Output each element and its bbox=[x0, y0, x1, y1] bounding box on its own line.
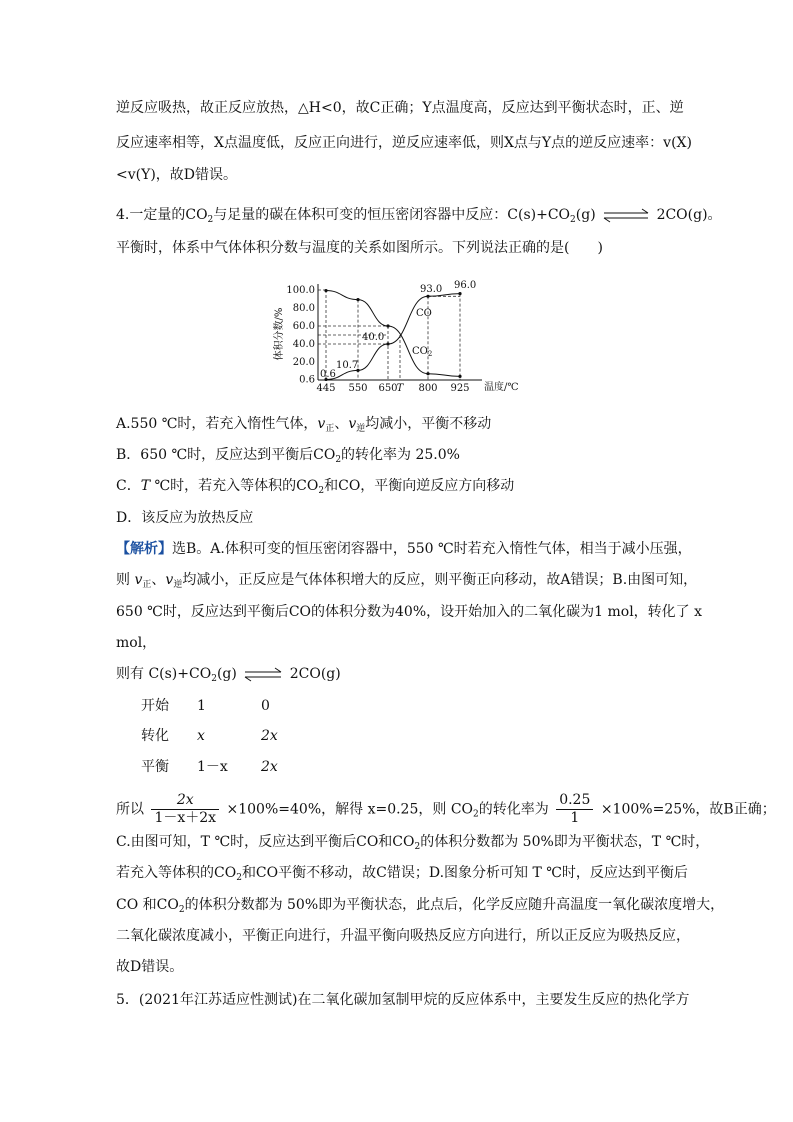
data-point bbox=[386, 342, 389, 345]
text-line: 反应速率相等，X点温度低，反应正向进行，逆反应速率低，则X点与Y点的逆反应速率：v(X) bbox=[116, 135, 692, 151]
question-4-stem-line1: 4.一定量的$CO_2$与足量的碳在体积可变的恒压密闭容器中反应：$C(s)+CO_2(g)$ 2CO(g)。 bbox=[116, 207, 722, 225]
equilibrium-arrow-icon bbox=[602, 208, 650, 222]
x-tick-label: T bbox=[396, 383, 404, 394]
analysis-line5: 则有 $C(s)+CO_2(g)$ 2CO(g) bbox=[116, 666, 341, 684]
analysis-line11: 若充入等体积的$CO_2$和CO平衡不移动，故C错误；D.图象分析可知 T ℃时，反应达到平衡后 bbox=[116, 865, 688, 883]
x-tick-label: 550 bbox=[348, 383, 368, 394]
analysis-line1: 【解析】选B。A.体积可变的恒压密闭容器中，550 ℃时若充入惰性气体，相当于减小压强， bbox=[116, 541, 692, 557]
data-point bbox=[356, 298, 359, 301]
question-5: 5．(2021年江苏适应性测试)在二氧化碳加氢制甲烷的反应体系中，主要发生反应的热化学方 bbox=[116, 992, 690, 1008]
text-line: <v(Y)，故D错误。 bbox=[116, 167, 238, 183]
y-tick-label: 60.0 bbox=[292, 321, 315, 332]
x-tick-label: 800 bbox=[418, 383, 438, 394]
analysis-line3: 650 ℃时，反应达到平衡后CO的体积分数为40%，设开始加入的二氧化碳为1 mol，转化了 x bbox=[116, 604, 703, 620]
y-tick-labels bbox=[286, 285, 315, 385]
analysis-line9: 所以 $\frac{2x}{1-x+2x}$ ×100%=40%，解得 x=0.25，则 $CO_2$的转化率为 $\frac{0.25}{1}$ ×100%=25%，故B正确； bbox=[116, 792, 776, 826]
analysis-line14: 故D错误。 bbox=[116, 959, 184, 975]
y-tick-label: 80.0 bbox=[292, 303, 315, 314]
analysis-line4: mol， bbox=[116, 635, 157, 651]
y-tick-label: 0.6 bbox=[299, 374, 315, 386]
series-label-co: CO bbox=[416, 308, 432, 319]
fraction: $\frac{2x}{1-x+2x}$ bbox=[151, 792, 219, 827]
data-point bbox=[458, 292, 461, 295]
data-label: 93.0 bbox=[420, 284, 443, 295]
fraction: $\frac{0.25}{1}$ bbox=[556, 792, 593, 827]
x-tick-labels bbox=[316, 383, 469, 394]
y-axis-label: 体积分数/% bbox=[274, 307, 285, 361]
analysis-line12: CO 和$CO_2$的体积分数都为 50%即为平衡状态，此点后，化学反应随升高温度一氧化碳浓度增大， bbox=[116, 897, 725, 915]
y-tick-label: 20.0 bbox=[292, 357, 315, 368]
x-axis-label: 温度/℃ bbox=[484, 382, 519, 393]
analysis-line10: C.由图可知，T ℃时，反应达到平衡后CO和$CO_2$的体积分数都为 50%即为平衡状态，T ℃时， bbox=[116, 834, 710, 852]
x-tick-label: 925 bbox=[450, 383, 470, 394]
data-label: 96.0 bbox=[454, 280, 477, 291]
data-label: 10.7 bbox=[336, 360, 359, 371]
data-point bbox=[426, 295, 429, 298]
x-tick-label: 445 bbox=[316, 383, 336, 394]
data-label: 40.0 bbox=[362, 332, 385, 343]
data-label: 0.6 bbox=[320, 369, 336, 380]
question-4-stem-line2: 平衡时，体系中气体体积分数与温度的关系如图所示。下列说法正确的是( ) bbox=[116, 240, 603, 256]
data-point bbox=[458, 375, 461, 378]
data-point bbox=[386, 324, 389, 327]
series-label-co2: $CO_2$ bbox=[412, 346, 433, 358]
data-point bbox=[426, 372, 429, 375]
data-labels bbox=[320, 280, 476, 380]
analysis-line2: 则 $v_正$、$v_逆$均减小，正反应是气体体积增大的反应，则平衡正向移动，故A错误；B.由图可知， bbox=[116, 572, 698, 590]
option-a[interactable]: A.550 ℃时，若充入惰性气体，$v_正$、$v_逆$均减小，平衡不移动 bbox=[116, 416, 492, 434]
y-tick-label: 40.0 bbox=[292, 339, 315, 350]
equilibrium-arrow-icon bbox=[243, 667, 283, 681]
option-c[interactable]: C．T ℃时，若充入等体积的$CO_2$和CO，平衡向逆反应方向移动 bbox=[116, 478, 515, 496]
text-line: 逆反应吸热，故正反应放热，△H<0，故C正确；Y点温度高，反应达到平衡状态时，正、逆 bbox=[116, 100, 684, 116]
y-tick-label: 100.0 bbox=[286, 285, 315, 296]
analysis-line13: 二氧化碳浓度减小，平衡正向进行，升温平衡向吸热反应方向进行，所以正反应为吸热反应， bbox=[116, 928, 690, 944]
option-b[interactable]: B．650 ℃时，反应达到平衡后$CO_2$的转化率为 25.0% bbox=[116, 447, 460, 465]
x-tick-label: 650 bbox=[378, 383, 398, 394]
option-d[interactable]: D．该反应为放热反应 bbox=[116, 510, 254, 526]
volume-fraction-chart bbox=[270, 276, 519, 396]
data-point bbox=[324, 289, 327, 292]
analysis-tag: 【解析】 bbox=[116, 541, 172, 557]
